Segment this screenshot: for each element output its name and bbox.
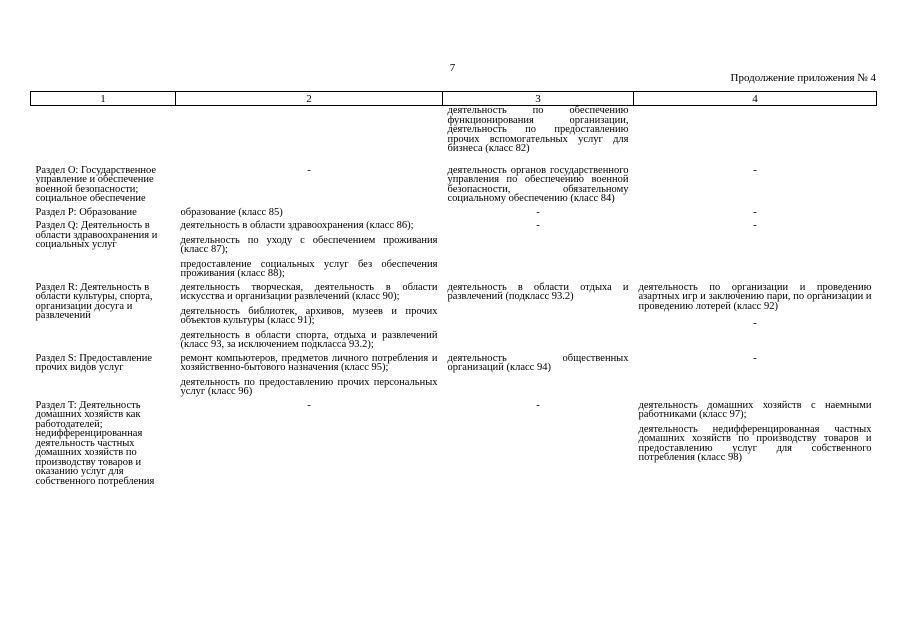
table-row (31, 401, 877, 491)
column-header-1: 1 (31, 92, 176, 106)
cell-dash: - (753, 318, 757, 329)
cell-dash: - (536, 399, 540, 411)
cell-activity-list (176, 354, 443, 401)
cell-dash: - (753, 164, 757, 176)
cell-section: Раздел O: Государственное управление и обеспечение военной безопасности; социальное обеспечение (35, 164, 157, 204)
activity-entry: деятельность творческая, деятельность в области искусства и организации развлечений (класс 90); (180, 281, 438, 302)
column-header-2: 2 (176, 92, 443, 106)
activity-entry: деятельность недифференцированная частных домашних хозяйств по производству товаров и предоставлению услуг для собственного потребления (класс 98) (638, 423, 872, 463)
cell-dash: - (753, 206, 757, 218)
activity-entry: деятельность в области спорта, отдыха и развлечений (класс 93, за исключением подкласса 93.2); (180, 329, 438, 350)
activity-entry: предоставление социальных услуг без обеспечения проживания (класс 88); (180, 258, 438, 279)
cell-activity (176, 106, 443, 166)
cell-section: Раздел P: Образование (35, 206, 137, 218)
column-header-4: 4 (634, 92, 877, 106)
cell-activity: деятельность органов государственного управления по обеспечению военной безопасности, обязательному социальному обеспечению (класс 84) (447, 164, 629, 204)
cell-activity-list (176, 221, 443, 283)
cell-dash: - (307, 164, 311, 176)
cell-dash: - (753, 352, 757, 364)
cell-dash: - (536, 220, 540, 231)
appendix-continuation-label: Продолжение приложения № 4 (730, 72, 876, 84)
cell-section: Раздел Q: Деятельность в области здравоохранения и социальных услуг (35, 220, 158, 250)
cell-dash: - (753, 220, 757, 231)
cell-activity-list (634, 401, 877, 491)
appendix-table (30, 91, 877, 490)
cell-section: Раздел T: Деятельность домашних хозяйств как работодателей; недифференцированная деятельность частных домашних хозяйств по производству товаров и оказанию услуг для собственного потребления (35, 399, 155, 487)
table-row (31, 354, 877, 401)
activity-entry: ремонт компьютеров, предметов личного потребления и хозяйственно-бытового назначения (класс 95); (180, 352, 438, 373)
cell-activity-list (634, 283, 877, 354)
cell-activity (634, 106, 877, 166)
page-number: 7 (449, 62, 456, 74)
table-row (31, 106, 877, 166)
cell-activity: деятельность в области отдыха и развлечений (подкласс 93.2) (447, 281, 629, 302)
cell-activity: деятельность по обеспечению функционирования организации, деятельность по предоставлению прочих вспомогательных услуг для бизнеса (класс 82) (447, 105, 629, 154)
cell-section: Раздел R: Деятельность в области культуры, спорта, организации досуга и развлечений (35, 281, 153, 321)
table-row (31, 283, 877, 354)
activity-entry: деятельность библиотек, архивов, музеев и прочих объектов культуры (класс 91); (180, 305, 438, 326)
activity-entry: деятельность домашних хозяйств с наемными работниками (класс 97); (638, 399, 872, 420)
table-row (31, 166, 877, 208)
cell-activity: образование (класс 85) (180, 206, 283, 218)
column-header-3: 3 (443, 92, 634, 106)
table-row (31, 221, 877, 283)
table-header-row (31, 92, 877, 106)
activity-entry: деятельность по предоставлению прочих персональных услуг (класс 96) (180, 376, 438, 397)
cell-dash: - (536, 206, 540, 218)
cell-activity-list (176, 283, 443, 354)
cell-activity: деятельность общественных организаций (класс 94) (447, 352, 629, 373)
activity-entry: деятельность по организации и проведению азартных игр и заключению пари, по организации и проведению лотерей (класс 92) (638, 281, 872, 312)
cell-section: Раздел S: Предоставление прочих видов услуг (35, 352, 153, 373)
cell-section (31, 106, 176, 166)
activity-entry: деятельность в области здравоохранения (класс 86); (180, 220, 414, 231)
activity-entry: деятельность по уходу с обеспечением проживания (класс 87); (180, 234, 438, 255)
cell-dash: - (307, 399, 311, 411)
table-row (31, 208, 877, 222)
